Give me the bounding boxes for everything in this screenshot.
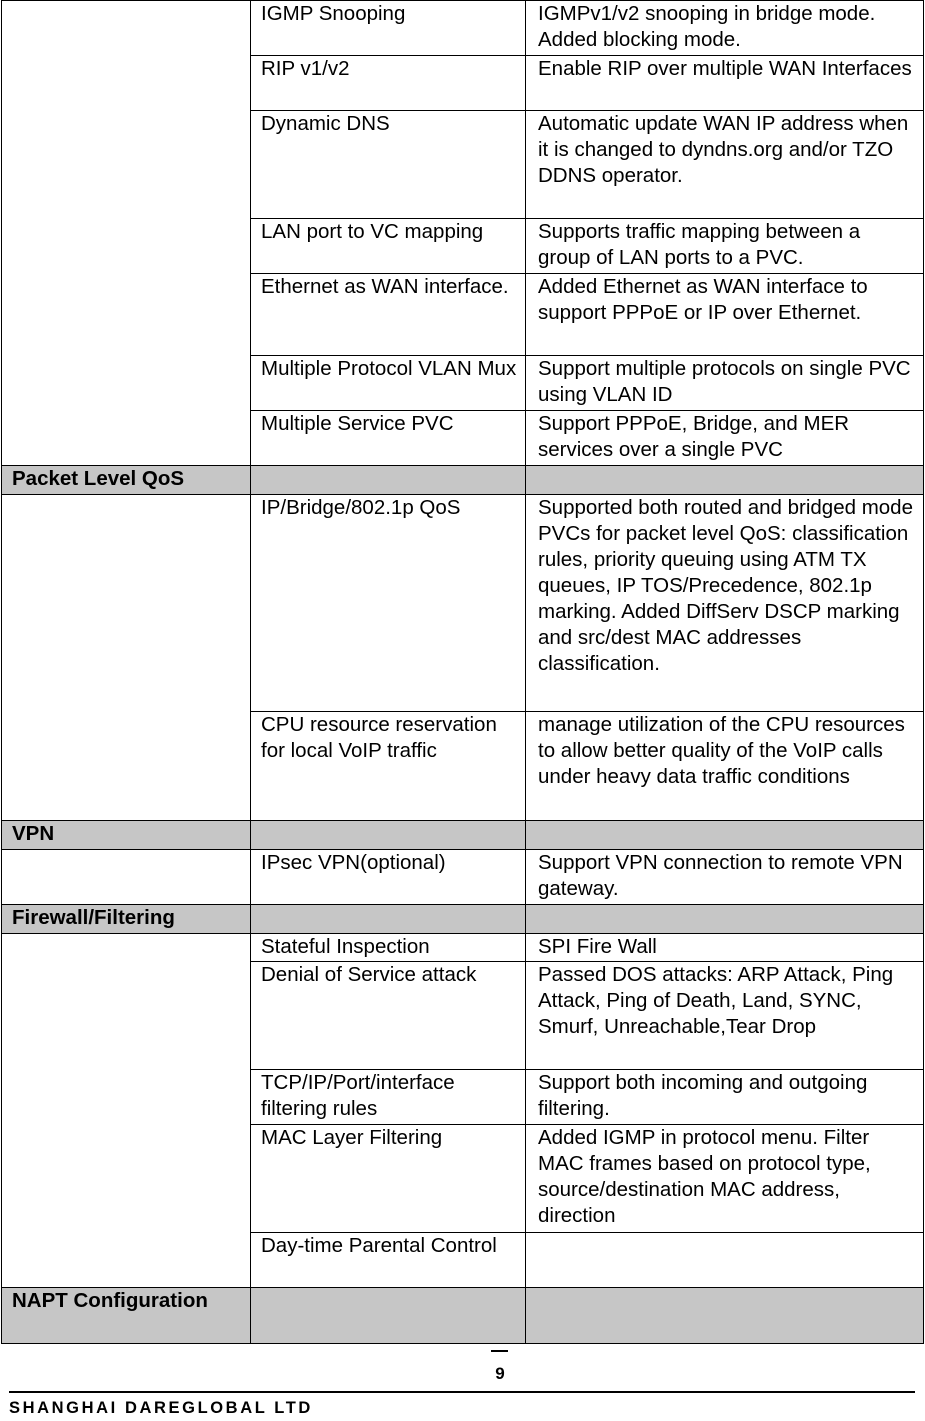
feature-cell: TCP/IP/Port/interface filtering rules [251, 1070, 526, 1125]
category-cell-empty [2, 934, 251, 1288]
feature-cell: IP/Bridge/802.1p QoS [251, 495, 526, 712]
table-row [2, 934, 924, 962]
description-cell: Automatic update WAN IP address when it is changed to dyndns.org and/or TZO DDNS operator. [526, 111, 924, 219]
feature-cell: IGMP Snooping [251, 1, 526, 56]
feature-cell: Multiple Service PVC [251, 411, 526, 466]
table-row [2, 850, 924, 905]
description-cell: Support VPN connection to remote VPN gateway. [526, 850, 924, 905]
feature-cell: Day-time Parental Control [251, 1233, 526, 1288]
description-cell: Passed DOS attacks: ARP Attack, Ping Attack, Ping of Death, Land, SYNC, Smurf, Unreachable,Tear Drop [526, 962, 924, 1070]
feature-cell: LAN port to VC mapping [251, 219, 526, 274]
category-cell-empty [2, 495, 251, 821]
category-cell-empty [2, 1, 251, 466]
feature-cell: Multiple Protocol VLAN Mux [251, 356, 526, 411]
description-cell [526, 1233, 924, 1288]
description-cell: Support multiple protocols on single PVC using VLAN ID [526, 356, 924, 411]
company-name: SHANGHAI DAREGLOBAL LTD [9, 1399, 313, 1417]
section-header-row [2, 905, 924, 934]
page-number-rule [491, 1350, 508, 1352]
description-cell: Added Ethernet as WAN interface to support PPPoE or IP over Ethernet. [526, 274, 924, 356]
description-cell: Supported both routed and bridged mode PVCs for packet level QoS: classification rules, priority queuing using ATM TX queues, IP TOS/Precedence, 802.1p marking. Added DiffServ DSCP marking and src/dest MAC addresses classification. [526, 495, 924, 712]
page-number: 9 [495, 1364, 505, 1383]
section-header-row [2, 1288, 924, 1344]
section-title: Packet Level QoS [2, 466, 251, 495]
table-row [2, 1, 924, 56]
feature-cell: Dynamic DNS [251, 111, 526, 219]
description-cell: manage utilization of the CPU resources to allow better quality of the VoIP calls under heavy data traffic conditions [526, 712, 924, 821]
feature-cell: IPsec VPN(optional) [251, 850, 526, 905]
section-title: NAPT Configuration [2, 1288, 251, 1344]
category-cell-empty [2, 850, 251, 905]
feature-table [1, 0, 924, 1344]
section-title: Firewall/Filtering [2, 905, 251, 934]
section-title: VPN [2, 821, 251, 850]
feature-cell: Stateful Inspection [251, 934, 526, 962]
section-header-row [2, 466, 924, 495]
footer-divider [9, 1391, 915, 1393]
description-cell: Support PPPoE, Bridge, and MER services over a single PVC [526, 411, 924, 466]
section-header-row [2, 821, 924, 850]
description-cell: Added IGMP in protocol menu. Filter MAC frames based on protocol type, source/destination MAC address, direction [526, 1125, 924, 1233]
feature-cell: CPU resource reservation for local VoIP traffic [251, 712, 526, 821]
description-cell: IGMPv1/v2 snooping in bridge mode. Added blocking mode. [526, 1, 924, 56]
feature-cell: RIP v1/v2 [251, 56, 526, 111]
feature-cell: MAC Layer Filtering [251, 1125, 526, 1233]
feature-cell: Ethernet as WAN interface. [251, 274, 526, 356]
description-cell: Support both incoming and outgoing filtering. [526, 1070, 924, 1125]
table-row [2, 495, 924, 712]
description-cell: SPI Fire Wall [526, 934, 924, 962]
description-cell: Supports traffic mapping between a group of LAN ports to a PVC. [526, 219, 924, 274]
feature-cell: Denial of Service attack [251, 962, 526, 1070]
description-cell: Enable RIP over multiple WAN Interfaces [526, 56, 924, 111]
